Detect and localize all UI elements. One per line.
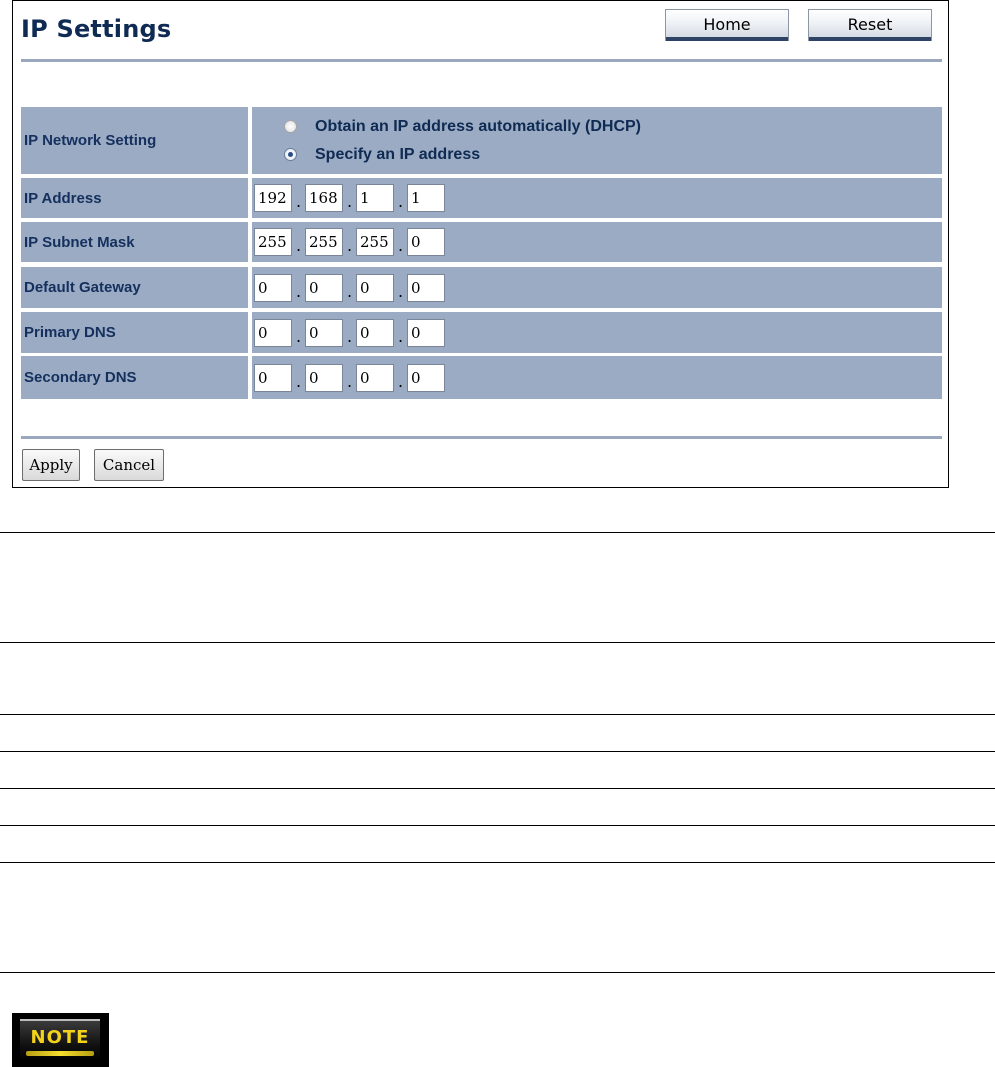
default-gateway-octet-4[interactable]: 0 — [407, 274, 445, 302]
octet-separator: . — [295, 371, 302, 391]
ip-address-octet-1[interactable]: 192 — [254, 184, 292, 212]
dhcp-radio[interactable] — [284, 120, 297, 133]
octet-separator: . — [397, 371, 404, 391]
octet-separator: . — [346, 281, 353, 301]
ip-address-row — [21, 178, 942, 218]
primary-dns-label: Primary DNS — [21, 312, 248, 353]
secondary-dns-row — [21, 356, 942, 399]
note-badge — [12, 1013, 109, 1067]
subnet-mask-row — [21, 222, 942, 262]
ip-address-octet-2[interactable]: 168 — [305, 184, 343, 212]
note-badge-face — [20, 1019, 100, 1061]
header-divider — [21, 59, 942, 62]
ip-network-setting-options — [252, 107, 942, 174]
octet-separator: . — [397, 236, 404, 255]
octet-separator: . — [346, 326, 353, 346]
primary-dns-octet-4[interactable]: 0 — [407, 319, 445, 347]
table-rule — [0, 751, 995, 752]
primary-dns-inputs — [252, 312, 942, 353]
ip-settings-panel — [12, 0, 949, 488]
table-rule — [0, 825, 995, 826]
octet-separator: . — [346, 371, 353, 391]
reset-button[interactable]: Reset — [808, 9, 932, 41]
subnet-mask-octet-3[interactable]: 255 — [356, 228, 394, 256]
subnet-mask-octet-4[interactable]: 0 — [407, 228, 445, 256]
cancel-button[interactable]: Cancel — [94, 449, 164, 481]
table-rule — [0, 972, 995, 973]
table-rule — [0, 788, 995, 789]
table-rule — [0, 862, 995, 863]
static-ip-radio[interactable] — [284, 148, 297, 161]
note-badge-text: NOTE — [30, 1027, 90, 1048]
ip-address-octet-4[interactable]: 1 — [407, 184, 445, 212]
primary-dns-octet-3[interactable]: 0 — [356, 319, 394, 347]
table-rule — [0, 714, 995, 715]
dhcp-option-label: Obtain an IP address automatically (DHCP) — [315, 117, 642, 135]
primary-dns-octet-2[interactable]: 0 — [305, 319, 343, 347]
default-gateway-label: Default Gateway — [21, 267, 248, 308]
ip-network-setting-label: IP Network Setting — [21, 107, 248, 174]
default-gateway-octet-3[interactable]: 0 — [356, 274, 394, 302]
octet-separator: . — [397, 281, 404, 301]
secondary-dns-octet-3[interactable]: 0 — [356, 364, 394, 392]
octet-separator: . — [295, 281, 302, 301]
subnet-mask-octet-1[interactable]: 255 — [254, 228, 292, 256]
octet-separator: . — [295, 236, 302, 255]
table-rule — [0, 532, 995, 533]
secondary-dns-octet-4[interactable]: 0 — [407, 364, 445, 392]
footer-divider — [21, 436, 942, 439]
default-gateway-octet-2[interactable]: 0 — [305, 274, 343, 302]
secondary-dns-octet-1[interactable]: 0 — [254, 364, 292, 392]
subnet-mask-label: IP Subnet Mask — [21, 222, 248, 262]
default-gateway-inputs — [252, 267, 942, 308]
octet-separator: . — [397, 326, 404, 346]
secondary-dns-inputs — [252, 356, 942, 399]
subnet-mask-inputs — [252, 222, 942, 262]
default-gateway-octet-1[interactable]: 0 — [254, 274, 292, 302]
octet-separator: . — [397, 192, 404, 211]
page-title: IP Settings — [21, 15, 172, 43]
dhcp-option[interactable] — [284, 113, 641, 141]
static-ip-option[interactable] — [284, 141, 641, 169]
note-badge-underline — [26, 1051, 94, 1056]
home-button[interactable]: Home — [665, 9, 789, 41]
ip-address-label: IP Address — [21, 178, 248, 218]
static-ip-option-label: Specify an IP address — [315, 145, 481, 163]
apply-button[interactable]: Apply — [22, 449, 80, 481]
octet-separator: . — [346, 192, 353, 211]
subnet-mask-octet-2[interactable]: 255 — [305, 228, 343, 256]
ip-address-octet-3[interactable]: 1 — [356, 184, 394, 212]
octet-separator: . — [295, 192, 302, 211]
table-rule — [0, 642, 995, 643]
primary-dns-row — [21, 312, 942, 353]
octet-separator: . — [346, 236, 353, 255]
default-gateway-row — [21, 267, 942, 308]
ip-address-inputs — [252, 178, 942, 218]
primary-dns-octet-1[interactable]: 0 — [254, 319, 292, 347]
ip-network-setting-row — [21, 107, 942, 174]
secondary-dns-label: Secondary DNS — [21, 356, 248, 399]
octet-separator: . — [295, 326, 302, 346]
secondary-dns-octet-2[interactable]: 0 — [305, 364, 343, 392]
